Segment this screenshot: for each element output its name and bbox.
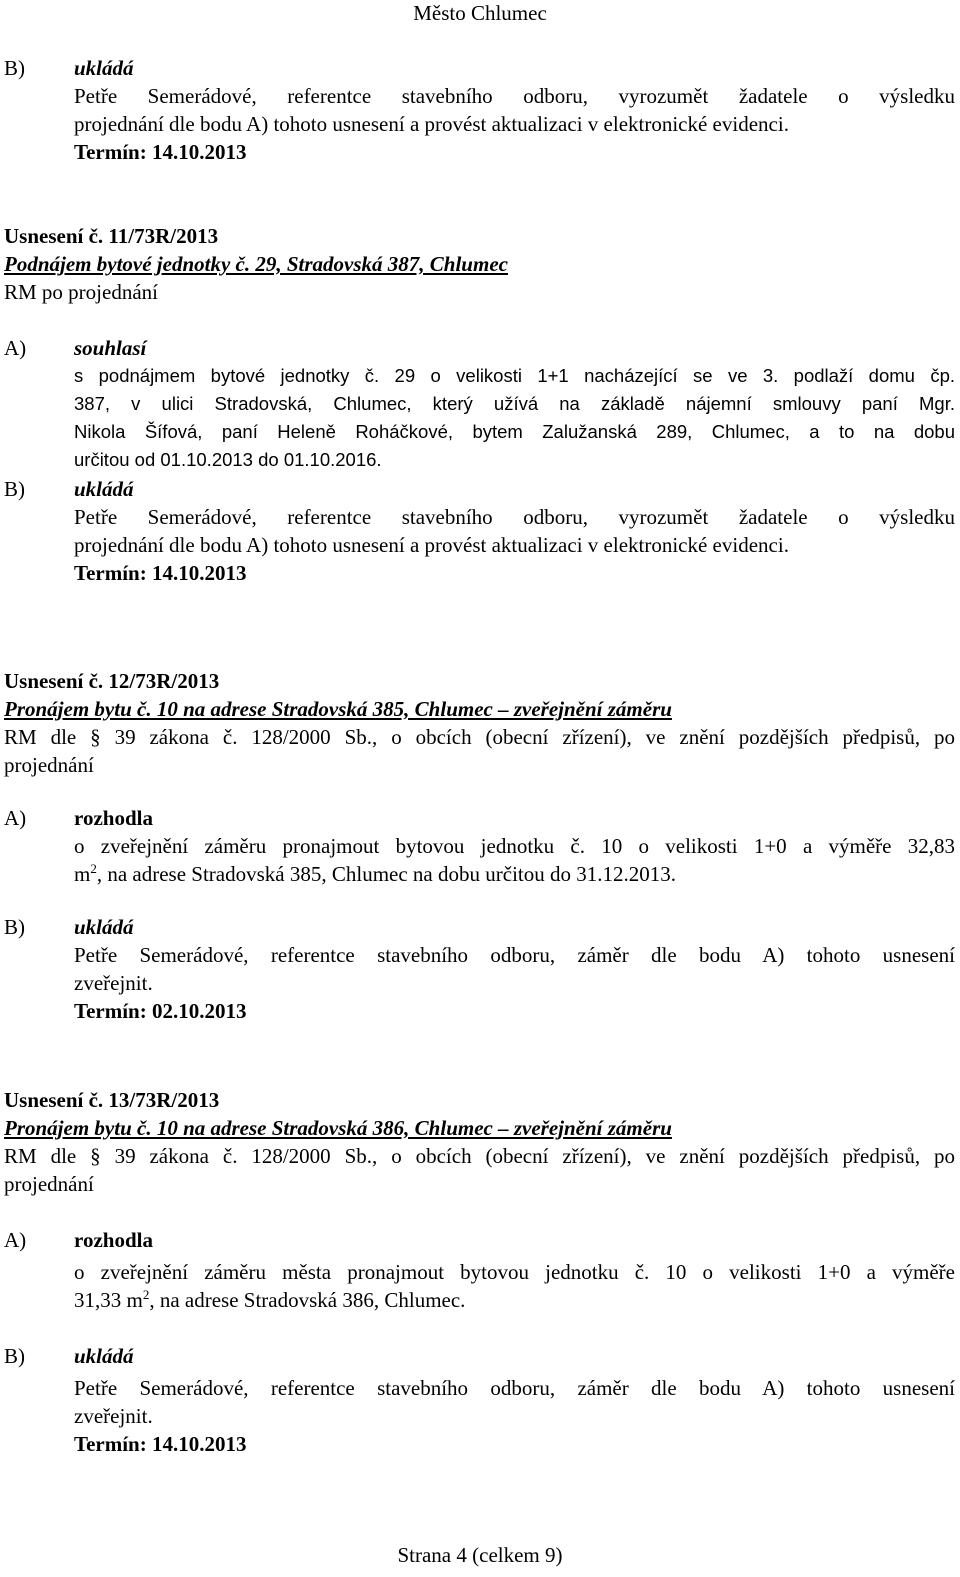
item-b-text: Petře Semerádové, referentce stavebního odboru, vyrozumět žadatele o výsledku	[74, 505, 955, 529]
item-a-text: Nikola Šífová, paní Heleně Roháčkové, bytem Zalužanská 289, Chlumec, a to na dobu	[74, 421, 955, 442]
resolution-11	[4, 222, 955, 587]
page-header: Město Chlumec	[413, 1, 547, 25]
item-a-label: A)	[4, 806, 27, 830]
page-footer: Strana 4 (celkem 9)	[397, 1543, 563, 1567]
resolution-intro: RM dle § 39 zákona č. 128/2000 Sb., o obcích (obecní zřízení), ve znění pozdějších předpisů, po	[4, 725, 955, 749]
item-a-text: 31,33 $m^2$, na adrese Stradovská 386, Chlumec.	[74, 1287, 466, 1312]
resolution-10-continuation	[4, 54, 955, 166]
item-b-text: projednání dle bodu A) tohoto usnesení a provést aktualizaci v elektronické evidenci.	[74, 533, 789, 557]
resolution-number: Usnesení č. 13/73R/2013	[4, 1088, 220, 1112]
item-b-label: B)	[4, 915, 25, 939]
item-b-verb: ukládá	[74, 1344, 134, 1368]
item-a-verb: souhlasí	[74, 336, 147, 360]
item-a-text: $m^2$, na adrese Stradovská 385, Chlumec na dobu určitou do 31.12.2013.	[74, 861, 676, 886]
resolution-intro: projednání	[4, 753, 94, 777]
resolution-number: Usnesení č. 11/73R/2013	[4, 224, 219, 248]
resolution-number: Usnesení č. 12/73R/2013	[4, 669, 220, 693]
item-a-label: A)	[4, 1228, 27, 1252]
deadline: Termín: 14.10.2013	[74, 1432, 247, 1456]
resolution-intro: RM dle § 39 zákona č. 128/2000 Sb., o obcích (obecní zřízení), ve znění pozdějších předpisů, po	[4, 1144, 955, 1168]
item-b-label: B)	[4, 477, 25, 501]
deadline: Termín: 02.10.2013	[74, 999, 247, 1023]
resolution-intro: projednání	[4, 1172, 94, 1196]
item-a-verb: rozhodla	[74, 806, 153, 830]
item-b-text: Petře Semerádové, referentce stavebního odboru, záměr dle bodu A) tohoto usnesení	[74, 1376, 955, 1400]
item-a-text: o zveřejnění záměru města pronajmout bytovou jednotku č. 10 o velikosti 1+0 a výměře	[74, 1260, 955, 1284]
item-b-verb: ukládá	[74, 56, 134, 80]
item-b-text: projednání dle bodu A) tohoto usnesení a provést aktualizaci v elektronické evidenci.	[74, 112, 789, 136]
item-a-text: určitou od 01.10.2013 do 01.10.2016.	[74, 449, 382, 470]
item-b-label: B)	[4, 56, 25, 80]
item-a-text: s podnájmem bytové jednotky č. 29 o velikosti 1+1 nacházející se ve 3. podlaží domu čp.	[74, 365, 955, 386]
resolution-subject: Pronájem bytu č. 10 na adrese Stradovská 386, Chlumec – zveřejnění záměru	[4, 1116, 672, 1140]
resolution-intro: RM po projednání	[4, 280, 158, 304]
resolution-subject: Pronájem bytu č. 10 na adrese Stradovská 385, Chlumec – zveřejnění záměru	[4, 697, 672, 721]
item-b-verb: ukládá	[74, 915, 134, 939]
item-b-text: zveřejnit.	[74, 971, 153, 995]
item-a-label: A)	[4, 336, 27, 360]
item-b-verb: ukládá	[74, 477, 134, 501]
deadline: Termín: 14.10.2013	[74, 561, 247, 585]
item-a-text: 387, v ulici Stradovská, Chlumec, který užívá na základě nájemní smlouvy paní Mgr.	[74, 393, 955, 414]
item-b-text: Petře Semerádové, referentce stavebního odboru, záměr dle bodu A) tohoto usnesení	[74, 943, 955, 967]
resolution-13	[4, 1086, 955, 1458]
item-b-label: B)	[4, 1344, 25, 1368]
item-a-text: o zveřejnění záměru pronajmout bytovou jednotku č. 10 o velikosti 1+0 a výměře 32,83	[74, 834, 955, 858]
resolution-subject: Podnájem bytové jednotky č. 29, Stradovská 387, Chlumec	[4, 252, 508, 276]
deadline: Termín: 14.10.2013	[74, 140, 247, 164]
item-a-verb: rozhodla	[74, 1228, 153, 1252]
item-b-text: zveřejnit.	[74, 1404, 153, 1428]
resolution-12	[4, 667, 955, 1025]
item-b-text: Petře Semerádové, referentce stavebního odboru, vyrozumět žadatele o výsledku	[74, 84, 955, 108]
